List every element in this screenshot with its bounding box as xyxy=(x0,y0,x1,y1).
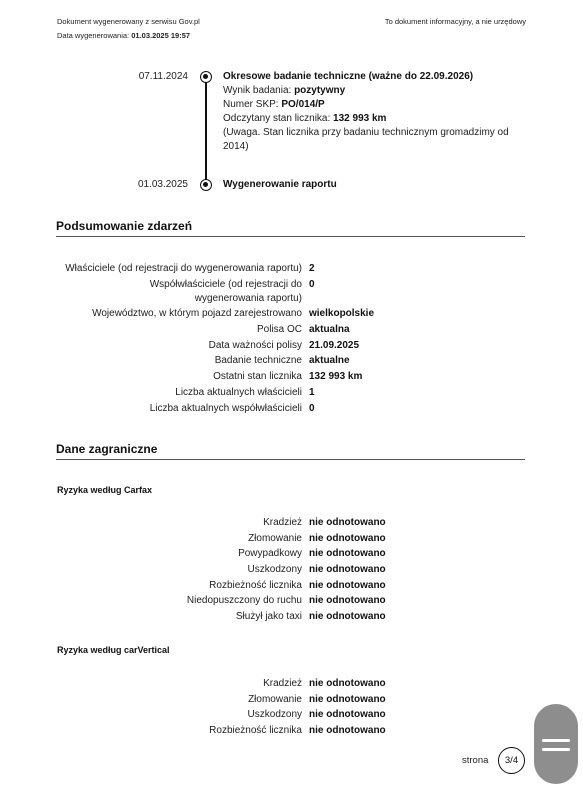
summary-row xyxy=(0,262,583,276)
menu-button[interactable] xyxy=(534,704,578,784)
risk-value: nie odnotowano xyxy=(309,595,386,607)
event-details xyxy=(223,70,523,154)
risk-row xyxy=(0,532,583,546)
risk-label: Złomowanie xyxy=(248,532,302,544)
risk-label: Rozbieżność licznika xyxy=(209,725,302,737)
summary-label: Polisa OC xyxy=(256,324,302,336)
risk-row xyxy=(0,547,583,561)
event-details xyxy=(223,178,523,192)
summary-label: Data ważności polisy xyxy=(208,339,302,351)
summary-value: 0 xyxy=(309,402,315,414)
risk-value: nie odnotowano xyxy=(309,548,386,560)
summary-label: Właściciele (od rejestracji do wygenerowania raportu) xyxy=(65,263,302,274)
summary-value: 132 993 km xyxy=(309,371,363,383)
summary-value: 2 xyxy=(309,263,315,274)
summary-row xyxy=(0,354,583,368)
event-skp xyxy=(223,98,523,112)
event-result xyxy=(223,84,523,98)
page-indicator: 3/4 xyxy=(498,747,525,774)
menu-icon xyxy=(542,748,570,751)
risk-label: Niedopuszczony do ruchu xyxy=(186,595,302,607)
carvertical-list xyxy=(0,677,583,740)
carvertical-title: Ryzyka według carVertical xyxy=(57,645,170,655)
skp-label: Numer SKP: xyxy=(223,99,279,110)
risk-label: Służył jako taxi xyxy=(235,611,302,623)
summary-value: 1 xyxy=(309,386,315,398)
risk-row xyxy=(0,594,583,608)
risk-row xyxy=(0,579,583,593)
risk-value: nie odnotowano xyxy=(309,678,386,689)
risk-label: Uszkodzony xyxy=(247,564,302,576)
document-source-info xyxy=(57,15,200,43)
risk-value: nie odnotowano xyxy=(309,725,386,737)
risk-value: nie odnotowano xyxy=(309,517,386,528)
summary-value: aktualne xyxy=(309,355,350,367)
carfax-title: Ryzyka według Carfax xyxy=(57,485,153,495)
generated-date xyxy=(57,29,200,43)
page-label: strona xyxy=(462,755,489,766)
risk-label: Powypadkowy xyxy=(238,548,302,560)
risk-row xyxy=(0,610,583,624)
risk-row xyxy=(0,516,583,530)
skp-value: PO/014/P xyxy=(281,99,325,110)
odometer-value: 132 993 km xyxy=(333,113,387,124)
generated-value: 01.03.2025 19:57 xyxy=(131,31,191,40)
summary-label: Liczba aktualnych współwłaścicieli xyxy=(149,402,302,414)
risk-row xyxy=(0,708,583,722)
menu-icon xyxy=(542,739,570,742)
risk-label: Uszkodzony xyxy=(247,709,302,721)
summary-value: wielkopolskie xyxy=(309,308,375,320)
risk-label: Kradzież xyxy=(263,517,302,528)
summary-label: Współwłaściciele (od rejestracji do wygenerowania raportu) xyxy=(149,278,302,304)
summary-section-title: Podsumowanie zdarzeń xyxy=(56,219,525,237)
risk-value: nie odnotowano xyxy=(309,579,386,591)
source-text: Dokument wygenerowany z serwisu Gov.pl xyxy=(57,17,200,26)
event-date: 01.03.2025 xyxy=(137,179,188,190)
summary-value: 21.09.2025 xyxy=(309,339,360,351)
event-title: Okresowe badanie techniczne (ważne do 22.09.2026) xyxy=(223,71,474,82)
odometer-label: Odczytany stan licznika: xyxy=(223,113,331,124)
summary-row xyxy=(0,339,583,353)
risk-value: nie odnotowano xyxy=(309,709,386,721)
summary-label: Badanie techniczne xyxy=(214,355,302,367)
result-value: pozytywny xyxy=(294,85,346,96)
carfax-list xyxy=(0,516,583,626)
risk-value: nie odnotowano xyxy=(309,693,386,705)
summary-row xyxy=(0,278,583,306)
summary-row xyxy=(0,323,583,337)
timeline-line xyxy=(205,78,207,184)
document-notice: To dokument informacyjny, a nie urzędowy xyxy=(384,17,526,26)
summary-row xyxy=(0,370,583,384)
risk-row xyxy=(0,563,583,577)
summary-value: 0 xyxy=(309,278,315,290)
timeline-dot-icon xyxy=(200,179,212,191)
event-date: 07.11.2024 xyxy=(138,71,188,82)
event-odometer xyxy=(223,112,523,126)
risk-label: Złomowanie xyxy=(248,693,302,705)
summary-label: Liczba aktualnych właścicieli xyxy=(175,386,302,398)
summary-row xyxy=(0,307,583,321)
risk-row xyxy=(0,724,583,738)
foreign-section-title: Dane zagraniczne xyxy=(56,442,525,460)
risk-row xyxy=(0,677,583,691)
summary-label: Województwo, w którym pojazd zarejestrowano xyxy=(92,308,302,320)
risk-value: nie odnotowano xyxy=(309,532,386,544)
summary-row xyxy=(0,402,583,416)
summary-label: Ostatni stan licznika xyxy=(213,371,302,383)
event-title: Wygenerowanie raportu xyxy=(223,179,337,190)
generated-label: Data wygenerowania: xyxy=(57,31,130,40)
event-note: (Uwaga. Stan licznika przy badaniu technicznym gromadzimy od 2014) xyxy=(223,127,509,152)
result-label: Wynik badania: xyxy=(223,85,292,96)
summary-list xyxy=(0,262,583,417)
summary-value: aktualna xyxy=(309,324,350,336)
timeline-dot-icon xyxy=(200,71,212,83)
risk-label: Rozbieżność licznika xyxy=(209,579,302,591)
risk-row xyxy=(0,693,583,707)
summary-row xyxy=(0,386,583,400)
risk-label: Kradzież xyxy=(263,678,302,689)
risk-value: nie odnotowano xyxy=(309,611,386,623)
risk-value: nie odnotowano xyxy=(309,564,386,576)
